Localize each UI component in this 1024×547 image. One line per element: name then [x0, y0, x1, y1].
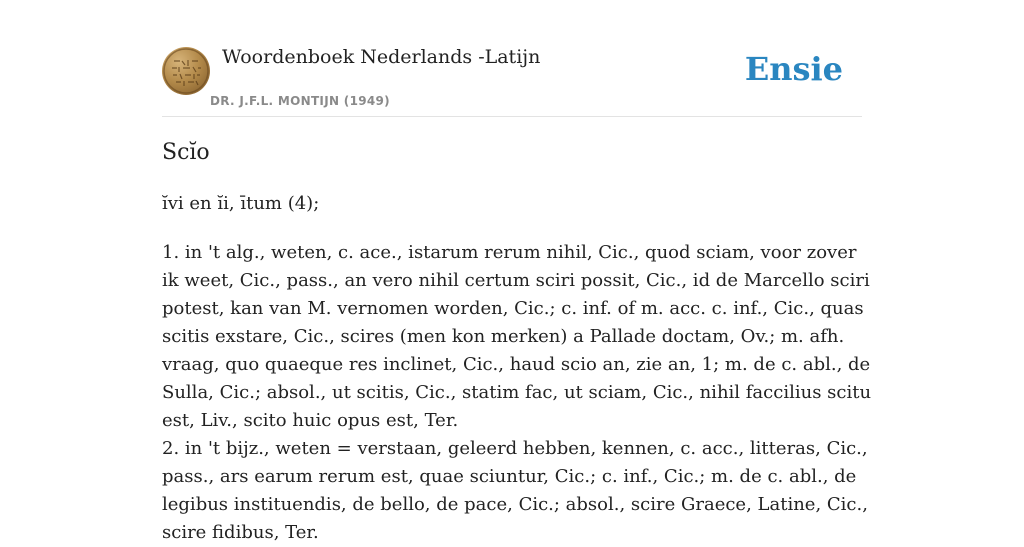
bronze-coin-logo-icon[interactable] — [162, 47, 210, 95]
ensie-brand-link[interactable]: Ensie — [744, 50, 843, 88]
definition-paragraph: 2. in 't bijz., weten = verstaan, geleerd hebben, kennen, c. acc., litteras, Cic., pass., ars earum rerum est, quae sciuntur, Cic.; c. inf., Cic.; m. de c. abl., de legibus instituendis, de bello, de pace, Cic.; absol., scire Graece, Latine, Cic., scire fidibus, Ter. — [162, 438, 868, 543]
definition-paragraph: 1. in 't alg., weten, c. ace., istarum rerum nihil, Cic., quod sciam, voor zover ik weet, Cic., pass., an vero nihil certum sciri possit, Cic., id de Marcello sciri potest, kan van M. vernomen worden, Cic.; c. inf. of m. acc. c. inf., Cic., quas scitis exstare, Cic., scires (men kon merken) a Pallade doctam, Ov.; m. afh. vraag, quo quaeque res inclinet, Cic., haud scio an, zie an, 1; m. de c. abl., de Sulla, Cic.; absol., ut scitis, Cic., statim fac, ut sciam, Cic., nihil faccilius scitu est, Liv., scito huic opus est, Ter. — [162, 242, 872, 431]
book-title[interactable]: Woordenboek Nederlands -Latijn — [222, 46, 541, 68]
header — [162, 44, 862, 117]
entry-title: Scĭo — [162, 140, 210, 165]
entry-forms: ĭvi en ĭi, ītum (4); — [162, 193, 320, 214]
entry-body — [162, 239, 872, 547]
author-label: DR. J.F.L. MONTIJN (1949) — [210, 94, 390, 108]
